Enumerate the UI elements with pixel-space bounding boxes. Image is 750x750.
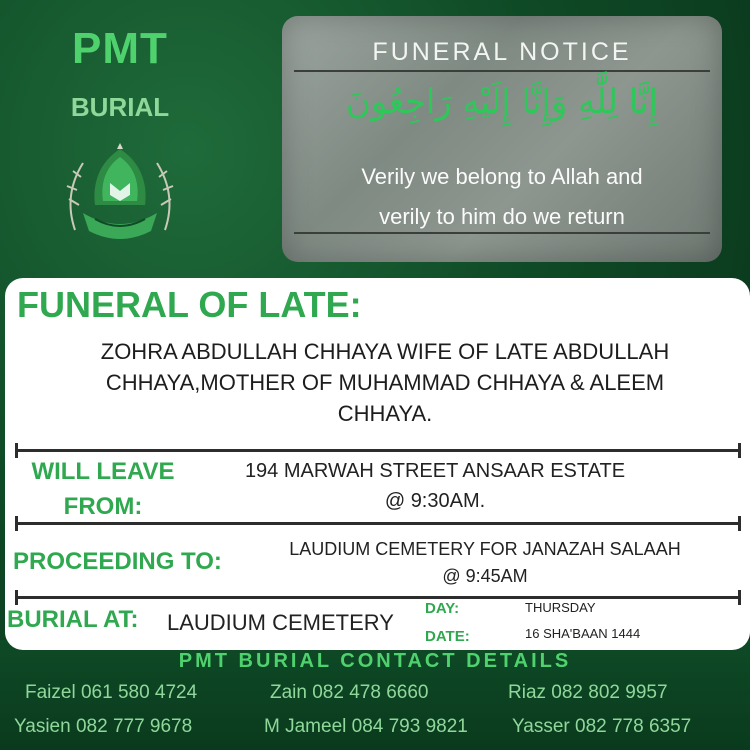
notice-rule-bottom <box>294 232 710 234</box>
burial-label: BURIAL AT: <box>7 606 139 633</box>
date-value: 16 SHA'BAAN 1444 <box>525 626 641 641</box>
brand-name: PMT <box>72 24 168 73</box>
contact-item: Faizel 061 580 4724 <box>25 682 198 703</box>
contact-item: Zain 082 478 6660 <box>270 682 429 703</box>
burial-place: LAUDIUM CEMETERY <box>167 610 394 635</box>
section-divider <box>15 522 741 525</box>
notice-panel <box>282 16 722 262</box>
day-value: THURSDAY <box>525 600 596 615</box>
proceeding-time: @ 9:45AM <box>442 566 528 586</box>
leave-label-line: WILL LEAVE <box>31 458 175 485</box>
leave-label-line: FROM: <box>63 493 143 520</box>
deceased-line: CHHAYA. <box>337 401 433 426</box>
leave-details <box>210 456 660 516</box>
translation-line-2: verily to him do we return <box>379 204 625 229</box>
contact-item: Yasser 082 778 6357 <box>512 716 692 737</box>
notice-rule-top <box>294 70 710 72</box>
deceased-line: CHHAYA,MOTHER OF MUHAMMAD CHHAYA & ALEEM <box>105 370 665 395</box>
translation-line-1: Verily we belong to Allah and <box>361 164 643 189</box>
notice-title: FUNERAL NOTICE <box>372 38 632 66</box>
funeral-heading: FUNERAL OF LATE: <box>17 284 362 325</box>
proceeding-details <box>245 536 725 590</box>
details-card <box>5 278 750 650</box>
proceeding-place: LAUDIUM CEMETERY FOR JANAZAH SALAAH <box>289 539 681 559</box>
contact-title: PMT BURIAL CONTACT DETAILS <box>178 650 572 672</box>
leave-address: 194 MARWAH STREET ANSAAR ESTATE <box>244 460 626 482</box>
deceased-line: ZOHRA ABDULLAH CHHAYA WIFE OF LATE ABDULLAH <box>100 339 670 364</box>
date-label: DATE: <box>425 628 470 645</box>
contact-item: Riaz 082 802 9957 <box>508 682 668 703</box>
leave-label <box>23 454 183 524</box>
proceeding-label: PROCEEDING TO: <box>13 548 222 575</box>
deceased-details <box>45 336 725 429</box>
section-divider <box>15 596 741 599</box>
brand-subtitle: BURIAL <box>70 92 170 122</box>
contact-item: Yasien 082 777 9678 <box>14 716 193 737</box>
section-divider <box>15 449 741 452</box>
day-label: DAY: <box>425 600 460 617</box>
leave-time: @ 9:30AM. <box>384 490 486 512</box>
quran-logo-icon <box>55 135 185 255</box>
contact-item: M Jameel 084 793 9821 <box>264 716 468 737</box>
arabic-verse: إِنَّا لِلَّٰهِ وَإِنَّا إِلَيْهِ رَاجِعُونَ <box>345 82 659 122</box>
